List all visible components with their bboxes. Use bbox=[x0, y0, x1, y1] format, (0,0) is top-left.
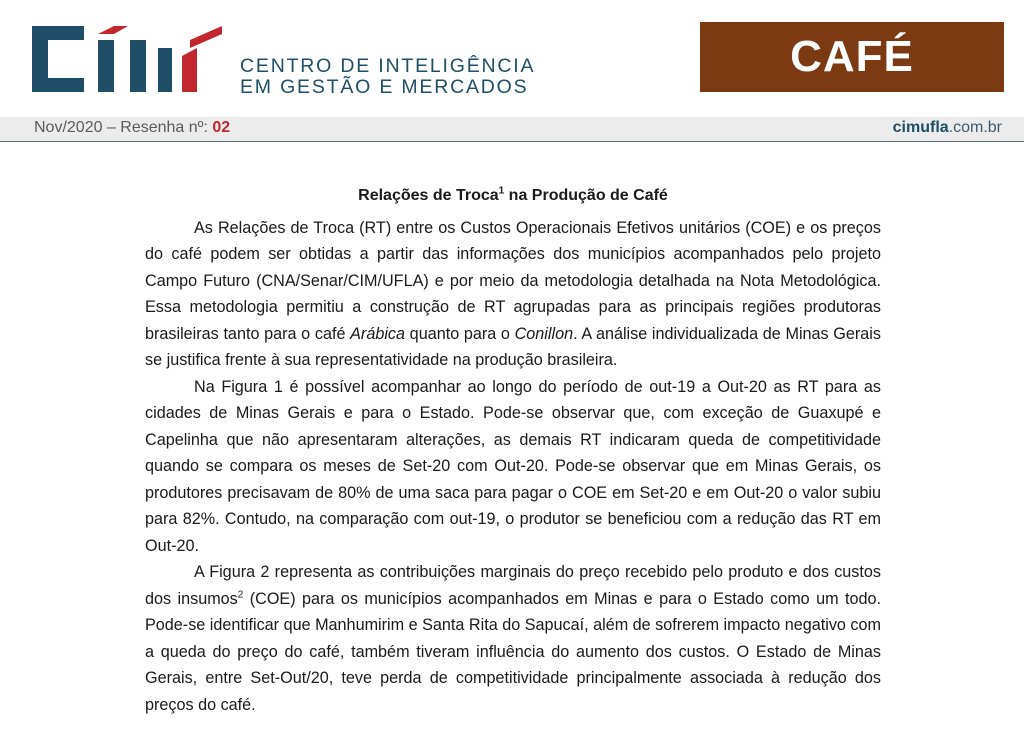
issue-prefix: Nov/2020 – Resenha nº: bbox=[34, 119, 213, 136]
org-name-line2: EM GESTÃO E MERCADOS bbox=[240, 76, 529, 98]
paragraph-3 bbox=[145, 559, 881, 718]
article-title bbox=[145, 183, 881, 210]
topic-badge: CAFÉ bbox=[700, 22, 1004, 92]
p1-italic-conillon: Conillon bbox=[514, 324, 574, 343]
issue-number: 02 bbox=[212, 119, 231, 136]
p1-text-e: . A análise individualizada de Minas Gerais se justifica frente à sua representatividade na produção brasileira. bbox=[145, 324, 881, 369]
p3-footnote-ref: 2 bbox=[237, 589, 244, 601]
p3-text-a: A Figura 2 representa as contribuições marginais do preço recebido pelo produto e dos custos dos insumos bbox=[145, 563, 881, 608]
title-footnote-ref: 1 bbox=[498, 185, 505, 197]
p1-italic-arabica: Arábica bbox=[350, 324, 406, 343]
paragraph-1 bbox=[145, 215, 881, 374]
p1-text-c: quanto para o bbox=[405, 324, 515, 343]
title-rest: na Produção de Café bbox=[504, 187, 668, 204]
org-name-line1: CENTRO DE INTELIGÊNCIA bbox=[240, 55, 536, 77]
p3-text-b: (COE) para os municípios acompanhados em Minas e para o Estado como um todo. Pode-se identificar que Manhumirim e Santa Rita do Sapucaí, além de sofrerem impacto negativo com a queda do preço do café, também tiveram influência do aumento dos custos. O Estado de Minas Gerais, entre Set-Out/20, teve perda de competitividade principalmente associada à redução dos preços do café. bbox=[145, 589, 882, 714]
cim-logo bbox=[32, 26, 222, 96]
site-name: cimufla bbox=[892, 119, 949, 136]
site-link[interactable] bbox=[893, 119, 1002, 137]
title-main: Relações de Troca bbox=[358, 187, 499, 204]
org-name bbox=[240, 56, 535, 98]
site-domain: .com.br bbox=[948, 119, 1002, 136]
paragraph-2: Na Figura 1 é possível acompanhar ao longo do período de out-19 a Out-20 as RT para as cidades de Minas Gerais e para o Estado. Pode-se observar que, com exceção de Guaxupé e Capelinha que não apresentaram alterações, as demais RT indicaram queda de competitividade quando se compara os meses de Set-20 com Out-20. Pode-se observar que em Minas Gerais, os produtores precisavam de 80% de uma saca para pagar o COE em Set-20 e em Out-20 o valor subiu para 82%. Contudo, na comparação com out-19, o produtor se beneficiou com a redução das RT em Out-20. bbox=[145, 377, 881, 555]
p1-text-a: As Relações de Troca (RT) entre os Custos Operacionais Efetivos unitários (COE) e os preços do café podem ser obtidas a partir das informações dos municípios acompanhados pelo projeto Campo Futuro (CNA/Senar/CIM/UFLA) e por meio da metodologia detalhada na Nota Metodológica. Essa metodologia permitiu a construção de RT agrupadas para as principais regiões produtoras brasileiras tanto para o café bbox=[145, 218, 881, 343]
issue-info bbox=[34, 119, 230, 137]
article-body bbox=[145, 183, 881, 718]
